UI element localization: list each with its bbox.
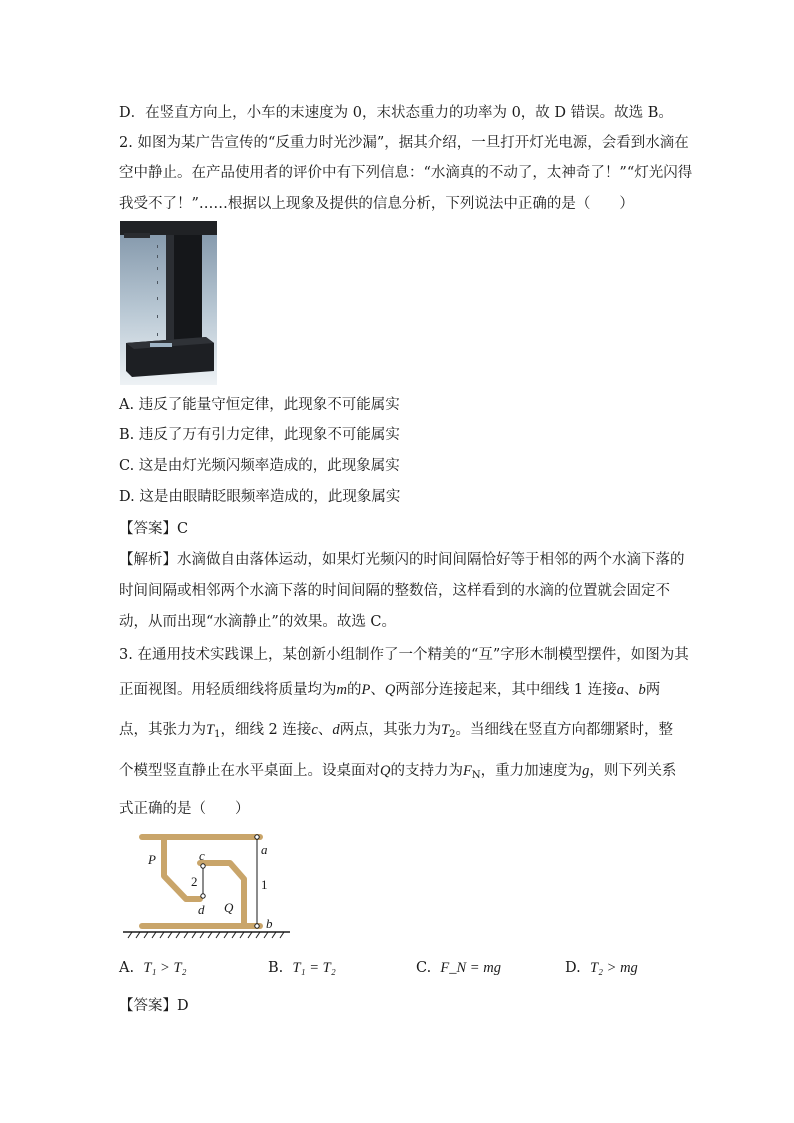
option-expression: T₂ > mg bbox=[589, 960, 638, 976]
subscript: 1 bbox=[214, 729, 221, 740]
subscript: 2 bbox=[449, 729, 456, 740]
wooden-model-diagram bbox=[120, 826, 295, 942]
label-d: d bbox=[198, 902, 205, 917]
text: 的支持力为 bbox=[390, 763, 463, 779]
label-a: a bbox=[261, 842, 268, 857]
q2-stem-line-3: 我受不了！”……根据以上现象及提供的信息分析，下列说法中正确的是（ ） bbox=[119, 196, 634, 212]
q3-option-d bbox=[565, 960, 638, 977]
answer-tag: 【答案】 bbox=[119, 998, 177, 1014]
q3-stem-line-4 bbox=[119, 761, 676, 786]
text: 、 bbox=[317, 722, 333, 738]
q3-answer bbox=[119, 996, 189, 1016]
label-P: P bbox=[148, 852, 156, 867]
var-m: m bbox=[336, 682, 347, 698]
option-label: C. bbox=[416, 960, 432, 976]
text: 两点，其张力为 bbox=[339, 722, 442, 738]
q3-option-c bbox=[416, 960, 501, 977]
var-d: d bbox=[332, 722, 340, 738]
q2-option-d: D. 这是由眼睛眨眼频率造成的，此现象属实 bbox=[119, 489, 401, 505]
var-a: a bbox=[616, 682, 625, 698]
var-F: F bbox=[462, 763, 472, 779]
q2-explanation-line-3: 动，从而出现“水滴静止”的效果。故选 C。 bbox=[119, 614, 397, 630]
explanation-text: 水滴做自由落体运动，如果灯光频闪的时间间隔恰好等于相邻的两个水滴下落的 bbox=[177, 552, 685, 568]
var-Q: Q bbox=[384, 682, 396, 698]
option-expression: T₁ > T₂ bbox=[143, 960, 187, 976]
option-label: B. bbox=[268, 960, 284, 976]
subscript: N bbox=[471, 770, 481, 781]
option-expression: F_N = mg bbox=[440, 960, 501, 976]
q3-option-b bbox=[268, 960, 336, 977]
var-Q: Q bbox=[380, 763, 391, 779]
q2-explanation-line-2: 时间间隔或相邻两个水滴下落的时间间隔的整数倍，这样看到的水滴的位置就会固定不 bbox=[119, 583, 670, 599]
option-label: D. bbox=[565, 960, 581, 976]
text: 两部分连接起来，其中细线 1 连接 bbox=[395, 682, 617, 698]
q3-stem-line-3 bbox=[119, 720, 673, 745]
q2-option-b: B. 违反了万有引力定律，此现象不可能属实 bbox=[119, 427, 400, 443]
text: 、 bbox=[370, 682, 385, 698]
explanation-tag: 【解析】 bbox=[119, 552, 177, 568]
text: 。当细线在竖直方向都绷紧时，整 bbox=[455, 722, 674, 738]
text: 个模型竖直静止在水平桌面上。设桌面对 bbox=[119, 763, 380, 779]
q2-explanation-line-1 bbox=[119, 550, 685, 570]
label-string-1: 1 bbox=[261, 877, 268, 892]
q2-answer bbox=[119, 519, 188, 539]
q2-stem-line-2: 空中静止。在产品使用者的评价中有下列信息：“水滴真的不动了，太神奇了！”“灯光闪得 bbox=[119, 165, 693, 181]
var-b: b bbox=[638, 682, 646, 698]
label-c: c bbox=[199, 848, 205, 863]
q3-stem-line-5: 式正确的是（ ） bbox=[119, 801, 250, 817]
q3-stem-line-1: 3. 在通用技术实践课上，某创新小组制作了一个精美的“互”字形木制模型摆件，如图为其 bbox=[119, 647, 689, 663]
var-g: g bbox=[582, 763, 590, 779]
text: 、 bbox=[624, 682, 639, 698]
text: 两 bbox=[645, 682, 661, 698]
text: ，细线 2 连接 bbox=[220, 722, 312, 738]
text: 的 bbox=[346, 682, 362, 698]
part-P-arm bbox=[164, 837, 200, 899]
option-label: A. bbox=[119, 960, 135, 976]
q2-option-c: C. 这是由灯光频闪频率造成的，此现象属实 bbox=[119, 458, 400, 474]
prev-option-d-explanation: D．在竖直方向上，小车的末速度为 0，末状态重力的功率为 0，故 D 错误。故选 B。 bbox=[119, 105, 673, 121]
q2-option-a: A. 违反了能量守恒定律，此现象不可能属实 bbox=[119, 397, 400, 413]
var-c: c bbox=[311, 722, 318, 738]
text: ，重力加速度为 bbox=[480, 763, 583, 779]
answer-value: C bbox=[177, 521, 189, 537]
label-string-2: 2 bbox=[191, 874, 198, 889]
option-expression: T₁ = T₂ bbox=[292, 960, 336, 976]
q3-option-a bbox=[119, 960, 187, 977]
text: ，则下列关系 bbox=[589, 763, 677, 779]
q3-stem-line-2 bbox=[119, 680, 660, 700]
text: 正面视图。用轻质细线将质量均为 bbox=[119, 682, 337, 698]
var-P: P bbox=[361, 682, 371, 698]
text: 点，其张力为 bbox=[119, 722, 206, 738]
anti-gravity-hourglass-photo bbox=[120, 221, 217, 385]
q2-stem-line-1: 2. 如图为某广告宣传的“反重力时光沙漏”，据其介绍，一旦打开灯光电源，会看到水滴在 bbox=[119, 135, 689, 151]
answer-tag: 【答案】 bbox=[119, 521, 177, 537]
part-Q-arm bbox=[200, 863, 244, 926]
label-Q: Q bbox=[224, 900, 234, 915]
label-b: b bbox=[266, 916, 273, 931]
var-T2: T bbox=[441, 722, 450, 738]
var-T1: T bbox=[206, 722, 215, 738]
answer-value: D bbox=[177, 998, 189, 1014]
